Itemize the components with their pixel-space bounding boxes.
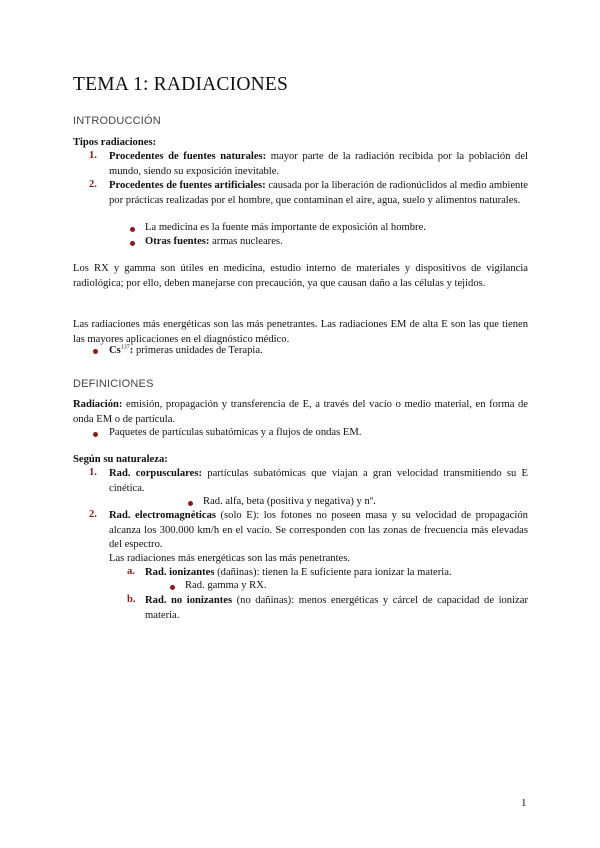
naturaleza-label: Según su naturaleza:: [73, 454, 168, 465]
paragraph-radiaciones-energeticas: Las radiaciones más energéticas son las más penetrantes. Las radiaciones EM de alta E son las que tienen las mayores aplicaciones en el diagnóstico médico.: [73, 319, 528, 345]
list-number: 2.: [89, 509, 97, 520]
paragraph-rx-gamma: Los RX y gamma son útiles en medicina, estudio interno de materiales y dispositivos de vigilancia radiológica; por ello, deben manejarse con precaución, ya que causan daño a las células y tejidos.: [73, 263, 528, 289]
bullet-icon: [93, 432, 98, 437]
list-item-ionizantes: Rad. ionizantes (dañinas): tienen la E suficiente para ionizar la materia.: [145, 567, 452, 578]
list-item-fuentes-artificiales: Procedentes de fuentes artificiales: causada por la liberación de radionúclidos al medio ambiente por prácticas realizadas por el hombre, que contaminan el aire, agua, suelo y alimentos naturales.: [109, 180, 528, 206]
tipos-label: Tipos radiaciones:: [73, 137, 157, 148]
bullet-icon: [130, 241, 135, 246]
list-item-cs137: Cs$^{137}$: primeras unidades de Terapia.: [109, 344, 263, 356]
list-number: 2.: [89, 179, 97, 190]
list-number: 1.: [89, 150, 97, 161]
list-item-corpusculares: Rad. corpusculares: partículas subatómicas que viajan a gran velocidad transmitiendo su E cinética.: [109, 468, 528, 494]
line-mas-energeticas: Las radiaciones más energéticas son las más penetrantes.: [109, 553, 351, 564]
bullet-icon: [170, 585, 175, 590]
page-title: TEMA 1: RADIACIONES: [73, 74, 289, 95]
list-item-fuentes-naturales: Procedentes de fuentes naturales: mayor parte de la radiación recibida por la población del mundo, siendo su exposición inevitable.: [109, 151, 529, 177]
list-item-medicina: La medicina es la fuente más importante de exposición al hombre.: [145, 222, 426, 233]
page-number: 1: [521, 797, 527, 809]
bullet-icon: [130, 227, 135, 232]
list-letter: b.: [127, 594, 136, 605]
list-item-alfa-beta: Rad. alfa, beta (positiva y negativa) y nº.: [203, 496, 376, 507]
list-item-otras-fuentes: Otras fuentes: armas nucleares.: [145, 236, 283, 247]
paragraph-radiacion: Radiación: emisión, propagación y transferencia de E, a través del vacío o medio material, en forma de onda EM o de partícula.: [73, 399, 528, 425]
bullet-icon: [93, 349, 98, 354]
section-heading-definiciones: DEFINICIONES: [73, 378, 154, 390]
list-item-no-ionizantes: Rad. no ionizantes (no dañinas): menos energéticas y cárcel de capacidad de ionizar materia.: [145, 595, 528, 621]
bullet-icon: [188, 501, 193, 506]
list-item-gamma-rx: Rad. gamma y RX.: [185, 580, 267, 591]
list-number: 1.: [89, 467, 97, 478]
list-item-paquetes: Paquetes de partículas subatómicas y a flujos de ondas EM.: [109, 427, 362, 438]
list-item-electromagneticas: Rad. electromagnéticas (solo E): los fotones no poseen masa y su velocidad de propagación alcanza los 300.000 km/h en el vacío. Se corresponden con las zonas de frecuencia más elevadas del espectro.: [109, 510, 528, 550]
list-letter: a.: [127, 566, 135, 577]
section-heading-introduccion: INTRODUCCIÓN: [73, 115, 161, 127]
